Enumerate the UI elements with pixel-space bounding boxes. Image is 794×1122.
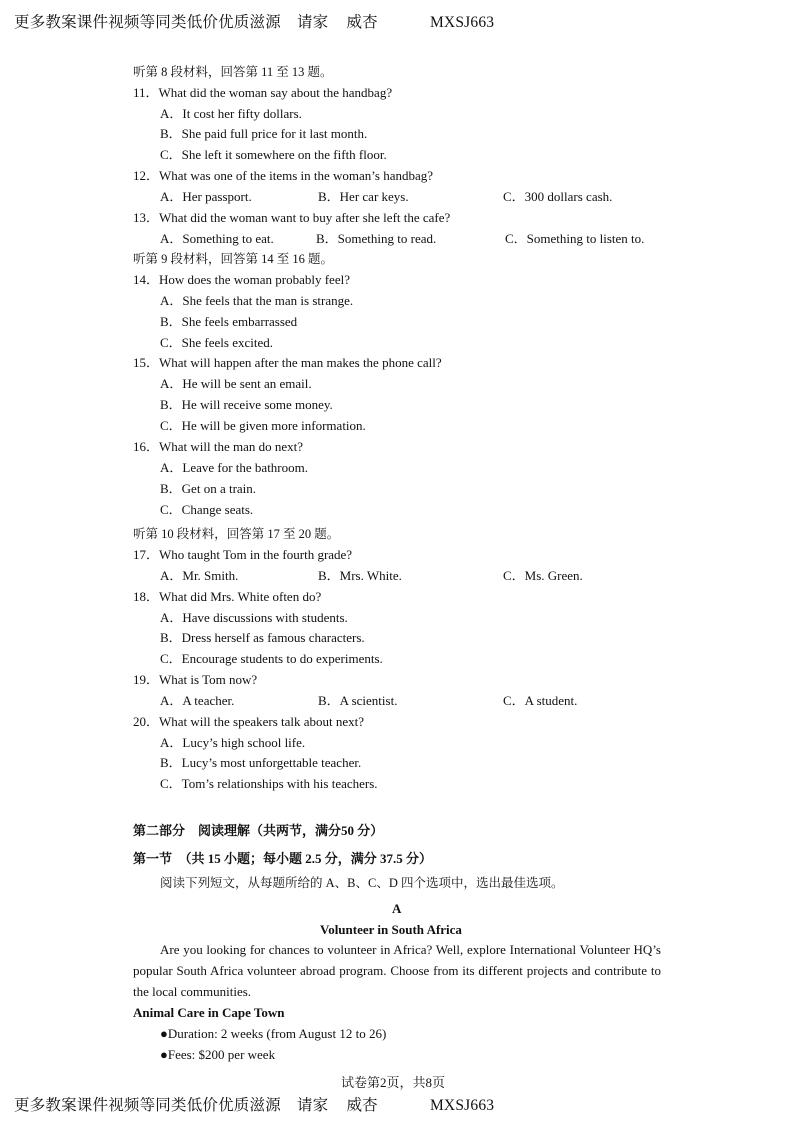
bottom-banner <box>14 1093 494 1115</box>
q11-option-b: B．She paid full price for it last month. <box>160 126 368 141</box>
q16-option-b: B．Get on a train. <box>160 481 257 496</box>
passage-paragraph-text: Are you looking for chances to volunteer in Africa? Well, explore International Volunteer HQ’s popular South Africa volunteer abroad program. Choose from its different projects and contribute to the local communities. <box>133 942 661 999</box>
q14-option-b: B．She feels embarrassed <box>160 314 298 329</box>
bottom-banner-contact-name: 威杏 <box>346 1097 378 1114</box>
banner-contact-name: 威杏 <box>346 14 378 31</box>
q13-option-c: C．Something to listen to. <box>505 231 645 246</box>
q12-option-a: A．Her passport. <box>160 189 252 204</box>
q20-option-a: A．Lucy’s high school life. <box>160 735 306 750</box>
q14-stem: 14．How does the woman probably feel? <box>133 272 350 287</box>
q16-option-a: A．Leave for the bathroom. <box>160 460 309 475</box>
q14-option-c: C．She feels excited. <box>160 335 273 350</box>
q12-stem: 12．What was one of the items in the woman’s handbag? <box>133 168 434 183</box>
q16-option-c: C．Change seats. <box>160 502 254 517</box>
banner-contact-label: 请家 <box>296 14 329 31</box>
q13-option-b: B．Something to read. <box>316 231 437 246</box>
q18-stem: 18．What did Mrs. White often do? <box>133 589 322 604</box>
page-number: 试卷第2页，共8页 <box>341 1075 446 1090</box>
passage-paragraph <box>133 939 661 1002</box>
q12-option-c: C．300 dollars cash. <box>503 189 613 204</box>
q17-option-a: A．Mr. Smith. <box>160 568 239 583</box>
q13-stem: 13．What did the woman want to buy after she left the cafe? <box>133 210 451 225</box>
q14-option-a: A．She feels that the man is strange. <box>160 293 354 308</box>
q19-option-a: A．A teacher. <box>160 693 235 708</box>
q15-option-c: C．He will be given more information. <box>160 418 366 433</box>
bottom-banner-code: MXSJ663 <box>429 1097 495 1114</box>
section-one-title: 第一节 （共 15 小题；每小题 2.5 分，满分 37.5 分） <box>133 851 433 866</box>
top-banner <box>14 10 494 32</box>
q18-option-c: C．Encourage students to do experiments. <box>160 651 383 666</box>
q15-option-b: B．He will receive some money. <box>160 397 333 412</box>
reading-instruction: 阅读下列短文，从每题所给的 A、B、C、D 四个选项中，选出最佳选项。 <box>160 876 564 890</box>
bullet-duration: ●Duration: 2 weeks (from August 12 to 26) <box>160 1026 387 1041</box>
group8-intro: 听第 8 段材料，回答第 11 至 13 题。 <box>133 65 333 79</box>
q11-stem: 11．What did the woman say about the handbag? <box>133 85 393 100</box>
bottom-banner-contact-label: 请家 <box>296 1097 329 1114</box>
q11-option-a: A．It cost her fifty dollars. <box>160 106 302 121</box>
q17-option-b: B．Mrs. White. <box>318 568 402 583</box>
q17-stem: 17．Who taught Tom in the fourth grade? <box>133 547 353 562</box>
q11-option-c: C．She left it somewhere on the fifth floor. <box>160 147 387 162</box>
q20-option-c: C．Tom’s relationships with his teachers. <box>160 776 378 791</box>
bullet-fees: ●Fees: $200 per week <box>160 1047 276 1062</box>
passage-title: Volunteer in South Africa <box>320 922 462 937</box>
q20-stem: 20．What will the speakers talk about next? <box>133 714 365 729</box>
part-two-title: 第二部分 阅读理解（共两节，满分50 分） <box>133 823 384 838</box>
q15-stem: 15．What will happen after the man makes the phone call? <box>133 355 442 370</box>
q17-option-c: C．Ms. Green. <box>503 568 583 583</box>
q13-option-a: A．Something to eat. <box>160 231 274 246</box>
group10-intro: 听第 10 段材料，回答第 17 至 20 题。 <box>133 527 340 541</box>
q20-option-b: B．Lucy’s most unforgettable teacher. <box>160 755 362 770</box>
q15-option-a: A．He will be sent an email. <box>160 376 312 391</box>
q19-option-c: C．A student. <box>503 693 578 708</box>
q16-stem: 16．What will the man do next? <box>133 439 304 454</box>
banner-text: 更多教案课件视频等同类低价优质滋源 <box>14 14 281 31</box>
q12-option-b: B．Her car keys. <box>318 189 409 204</box>
bottom-banner-text: 更多教案课件视频等同类低价优质滋源 <box>14 1097 281 1114</box>
group9-intro: 听第 9 段材料，回答第 14 至 16 题。 <box>133 252 334 266</box>
passage-subheading: Animal Care in Cape Town <box>133 1005 285 1020</box>
banner-code: MXSJ663 <box>429 14 495 31</box>
q19-stem: 19．What is Tom now? <box>133 672 258 687</box>
q18-option-b: B．Dress herself as famous characters. <box>160 630 365 645</box>
q19-option-b: B．A scientist. <box>318 693 398 708</box>
q18-option-a: A．Have discussions with students. <box>160 610 348 625</box>
passage-letter: A <box>392 901 402 916</box>
